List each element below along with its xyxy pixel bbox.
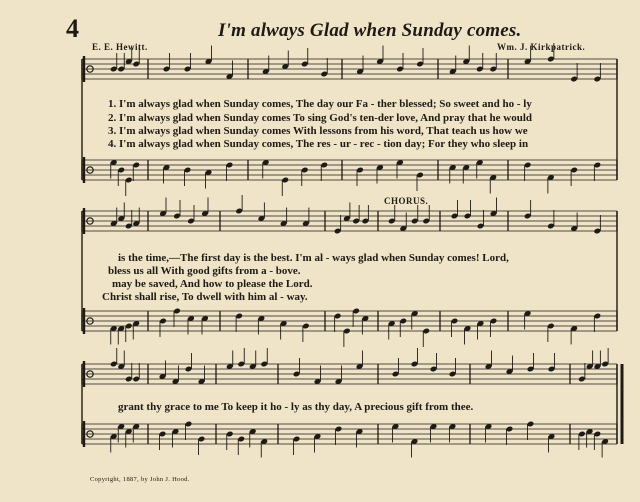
system2-lyric-2: bless us all With good gifts from a - bove. bbox=[108, 265, 301, 277]
page-number: 4 bbox=[66, 14, 79, 43]
verse-4-lyric: 4. I'm always glad when Sunday comes, The res - ur - rec - tion day; For they who sleep in bbox=[108, 138, 529, 150]
lyricist-credit: E. E. Hewitt. bbox=[92, 42, 148, 52]
hymn-title: I'm always Glad when Sunday comes. bbox=[218, 20, 522, 41]
system2-lyric-3: may be saved, And how to please the Lord. bbox=[112, 278, 313, 290]
verse-3-lyric: 3. I'm always glad when Sunday comes With lessons from his word, That teach us how we bbox=[108, 125, 528, 137]
verse-1-lyric: 1. I'm always glad when Sunday comes, The day our Fa - ther blessed; So sweet and ho - ly bbox=[108, 98, 532, 110]
composer-credit: Wm. J. Kirkpatrick. bbox=[497, 42, 586, 52]
chorus-label: CHORUS. bbox=[384, 196, 429, 206]
copyright-notice: Copyright, 1887, by John J. Hood. bbox=[90, 476, 190, 483]
system2-lyric-4: Christ shall rise, To dwell with him al - way. bbox=[102, 291, 308, 303]
system2-lyric-1: is the time,—The first day is the best. I'm al - ways glad when Sunday comes! Lord, bbox=[118, 252, 509, 264]
system3-lyric: grant thy grace to me To keep it ho - ly as thy day, A precious gift from thee. bbox=[118, 401, 474, 413]
verse-2-lyric: 2. I'm always glad when Sunday comes To sing God's ten-der love, And pray that he would bbox=[108, 112, 532, 124]
